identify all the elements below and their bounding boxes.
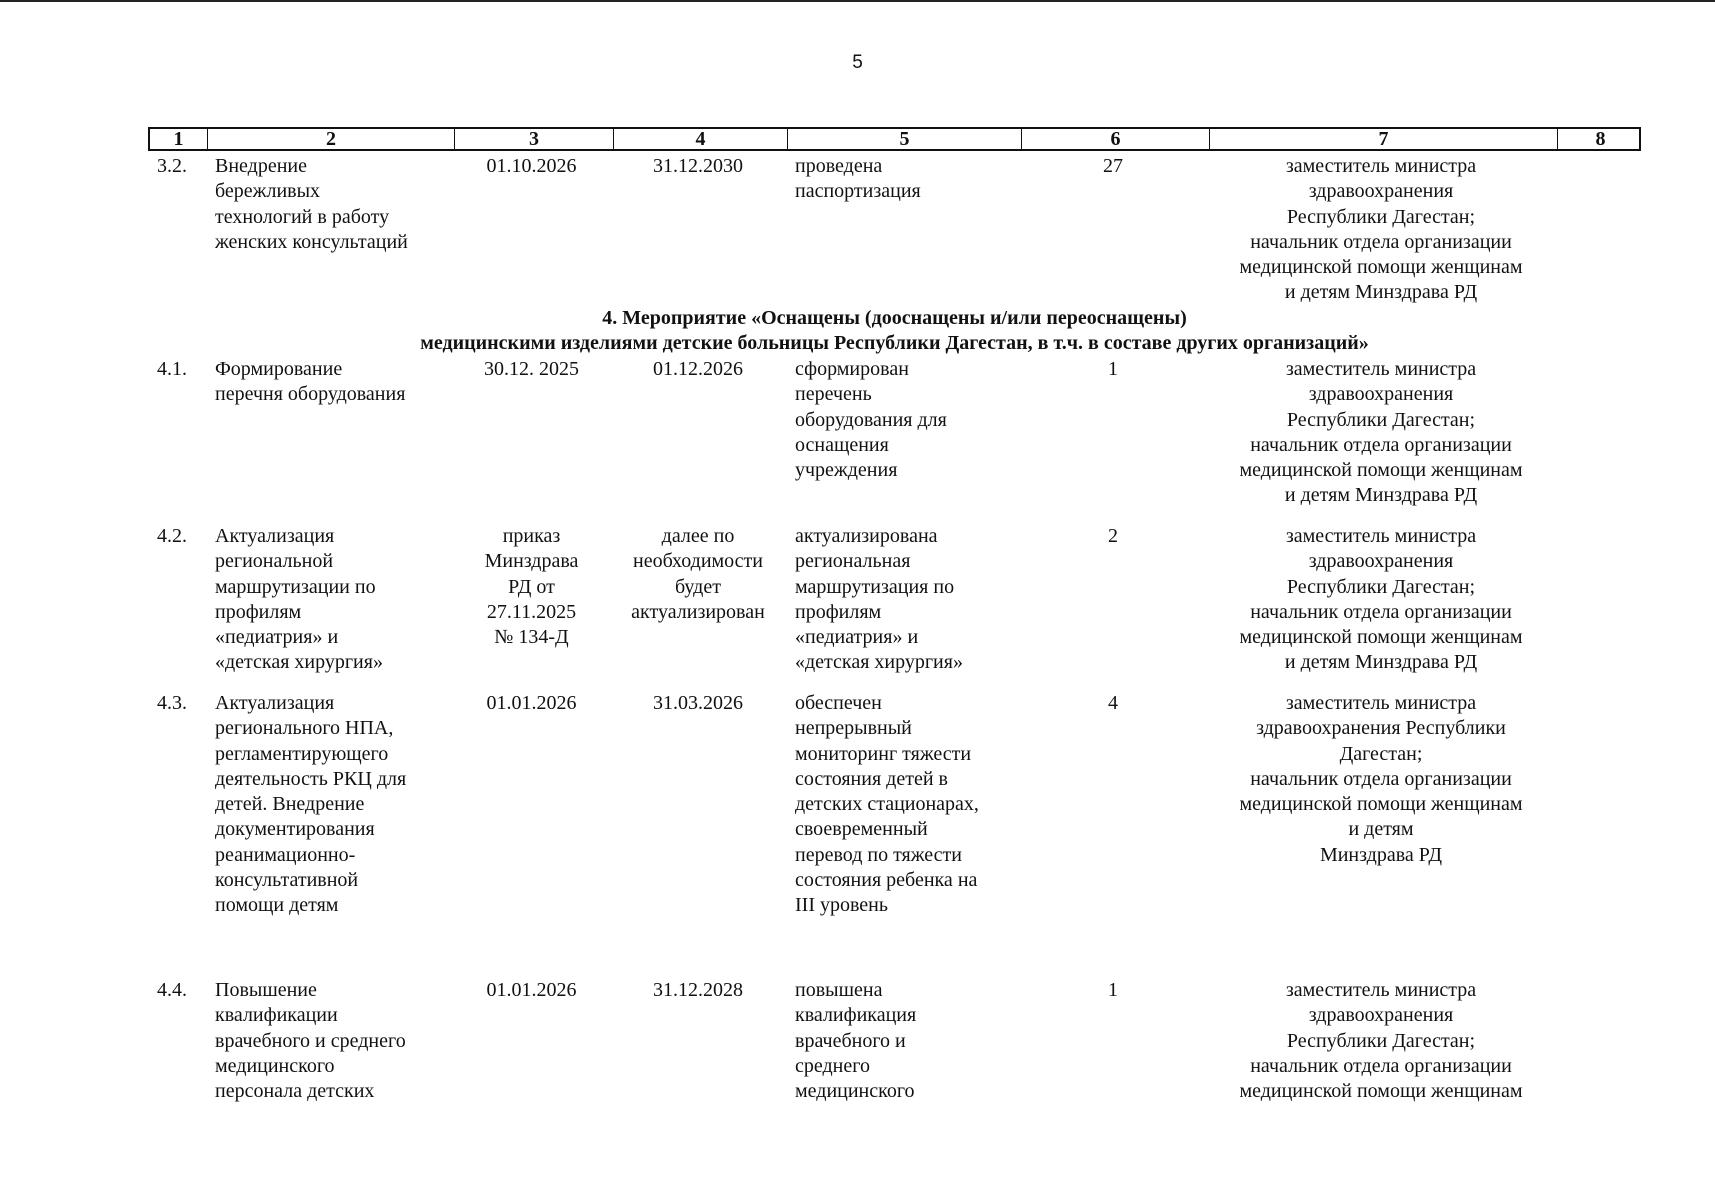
page-number: 5 (852, 52, 863, 73)
start-date: 01.01.2026 (486, 979, 577, 1001)
header-cell-3: 3 (454, 129, 613, 149)
header-cell-6: 6 (1021, 129, 1209, 149)
empty-cell (1555, 978, 1641, 1104)
row-number: 3.2. (157, 155, 187, 177)
responsible-person: заместитель министра здравоохранения Республики Дагестан; начальник отдела организации медицинской помощи женщинам (1239, 979, 1523, 1103)
empty-cell (1555, 154, 1641, 306)
section-4-heading-line-2: медицинскими изделиями детские больницы Республики Дагестан, в т.ч. в составе других организаций» (420, 332, 1369, 355)
start-date: 30.12. 2025 (484, 358, 579, 380)
row-number: 4.2. (157, 525, 187, 547)
responsible-person: заместитель министра здравоохранения Республики Дагестан; начальник отдела организации медицинской помощи женщинам и детям Минздрава РД (1239, 692, 1523, 866)
table-row (148, 978, 1641, 1104)
table-row (148, 154, 1641, 306)
responsible-person: заместитель министра здравоохранения Республики Дагестан; начальник отдела организации медицинской помощи женщинам и детям Минздрава РД (1239, 358, 1523, 507)
section-4-heading-line-1: 4. Мероприятие «Оснащены (дооснащены и/или переоснащены) (602, 307, 1187, 329)
activity-name: Актуализация региональной маршрутизации по профилям «педиатрия» и «детская хирургия» (215, 525, 383, 674)
table-row (148, 357, 1641, 509)
table-header-row (148, 127, 1641, 151)
top-border-line (0, 0, 1715, 2)
responsible-person: заместитель министра здравоохранения Республики Дагестан; начальник отдела организации медицинской помощи женщинам и детям Минздрава РД (1239, 525, 1523, 674)
activity-name: Формирование перечня оборудования (215, 358, 406, 406)
end-date: далее по необходимости будет актуализирован (631, 525, 765, 623)
header-cell-4: 4 (613, 129, 787, 149)
end-date: 31.12.2030 (653, 155, 743, 177)
result-text: сформирован перечень оборудования для оснащения учреждения (795, 358, 947, 482)
result-text: обеспечен непрерывный мониторинг тяжести состояния детей в детских стационарах, своевременный перевод по тяжести состояния ребенка на III уровень (795, 692, 979, 917)
indicator-value: 1 (1108, 979, 1118, 1001)
table-row (148, 524, 1641, 676)
header-cell-2: 2 (207, 129, 454, 149)
end-date: 31.12.2028 (653, 979, 743, 1001)
empty-cell (1555, 524, 1641, 676)
result-text: повышена квалификация врачебного и среднего медицинского (795, 979, 917, 1103)
start-date: 01.10.2026 (486, 155, 577, 177)
activity-name: Внедрение бережливых технологий в работу женских консультаций (215, 155, 408, 253)
end-date: 01.12.2026 (653, 358, 743, 380)
header-cell-1: 1 (173, 128, 184, 150)
indicator-value: 1 (1108, 358, 1118, 380)
header-cell-8: 8 (1557, 129, 1643, 149)
header-cell-7: 7 (1209, 129, 1557, 149)
responsible-person: заместитель министра здравоохранения Республики Дагестан; начальник отдела организации медицинской помощи женщинам и детям Минздрава РД (1239, 155, 1523, 304)
result-text: актуализирована региональная маршрутизация по профилям «педиатрия» и «детская хирургия» (795, 525, 963, 674)
header-cell-5: 5 (787, 129, 1021, 149)
activity-name: Актуализация регионального НПА, регламентирующего деятельность РКЦ для детей. Внедрение документирования реанимационно- консультативной помощи детям (215, 692, 407, 917)
row-number: 4.1. (157, 358, 187, 380)
start-date: приказ Минздрава РД от 27.11.2025 № 134-Д (484, 525, 579, 649)
row-number: 4.3. (157, 692, 187, 714)
table-row (148, 691, 1641, 919)
empty-cell (1555, 691, 1641, 919)
indicator-value: 2 (1108, 525, 1118, 547)
end-date: 31.03.2026 (653, 692, 743, 714)
empty-cell (1555, 357, 1641, 509)
result-text: проведена паспортизация (795, 155, 921, 203)
start-date: 01.01.2026 (486, 692, 577, 714)
section-4-heading (148, 306, 1641, 357)
row-number: 4.4. (157, 979, 187, 1001)
activity-name: Повышение квалификации врачебного и среднего медицинского персонала детских (215, 979, 406, 1103)
indicator-value: 4 (1108, 692, 1118, 714)
indicator-value: 27 (1103, 155, 1123, 177)
